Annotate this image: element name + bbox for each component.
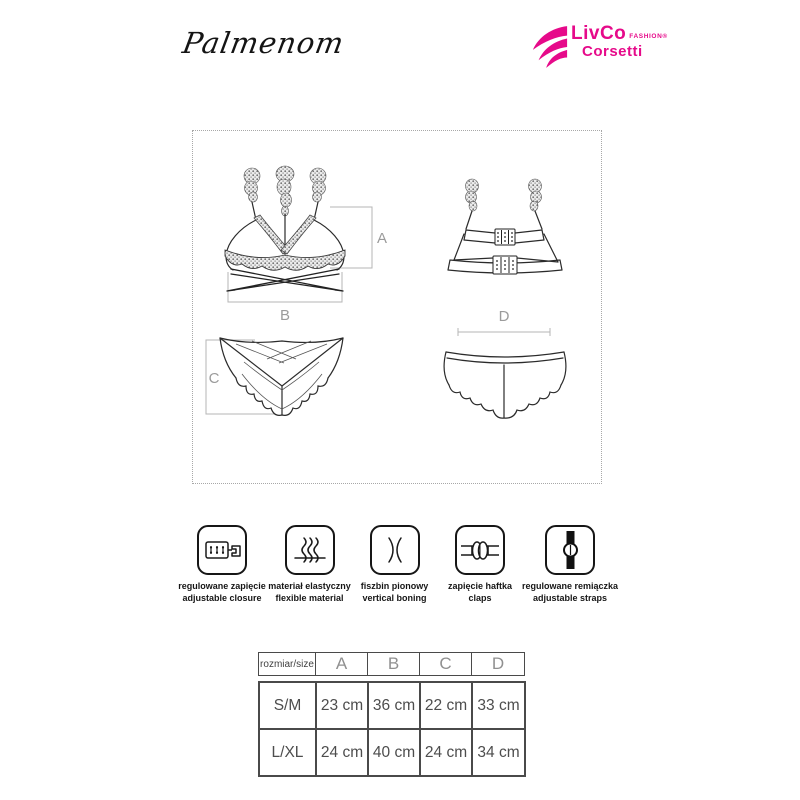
measure-label-c: C — [208, 370, 220, 387]
measure-label-b: B — [279, 307, 291, 324]
size-cell: L/XL — [259, 729, 316, 776]
value-cell: 36 cm — [368, 682, 420, 729]
lace-strap-tops — [244, 166, 326, 216]
lace-strap-tops-back — [466, 179, 542, 211]
feature-label-en: flexible material — [275, 592, 344, 603]
feature-label-en: vertical boning — [362, 592, 427, 603]
size-table-corner-cell: rozmiar/size — [259, 653, 316, 676]
cross-straps — [227, 269, 343, 291]
size-table-header-row — [259, 653, 525, 676]
hook-closure-bottom — [493, 256, 517, 274]
brand-logo — [531, 24, 668, 70]
feature-label-pl: regulowane remiączka — [521, 581, 619, 591]
measure-label-a: A — [377, 230, 388, 247]
value-cell: 33 cm — [472, 682, 525, 729]
brand-name-corsetti: Corsetti — [582, 43, 643, 60]
col-header-d: D — [472, 653, 525, 676]
col-header-b: B — [368, 653, 420, 676]
measure-bracket-d — [458, 328, 550, 336]
adjustable-straps-icon — [547, 527, 593, 573]
feature-label-en: claps — [468, 592, 492, 603]
size-table-body — [258, 681, 526, 777]
product-title: Palmenom — [180, 26, 348, 60]
size-cell: S/M — [259, 682, 316, 729]
feature-label — [361, 581, 429, 604]
feature-label-pl: zapięcie haftka — [447, 581, 513, 591]
adjustable-closure-tile — [197, 525, 247, 575]
lace-cup-right — [281, 215, 316, 254]
brand-logo-text — [571, 24, 668, 59]
hook-closure-top — [495, 229, 515, 245]
flexible-material-tile — [285, 525, 335, 575]
vertical-boning-icon — [372, 527, 418, 573]
brand-name-livco: LivCo — [571, 23, 627, 44]
feature-label-en: adjustable closure — [182, 592, 262, 603]
value-cell: 23 cm — [316, 682, 368, 729]
value-cell: 40 cm — [368, 729, 420, 776]
value-cell: 34 cm — [472, 729, 525, 776]
feature-label-pl: regulowane zapięcie — [178, 581, 266, 591]
feature-label-pl: materiał elastyczny — [268, 581, 351, 591]
table-row-sm — [259, 682, 525, 729]
value-cell: 24 cm — [420, 729, 472, 776]
bra-back-drawing — [440, 172, 570, 282]
size-table-header — [258, 652, 525, 676]
adjustable-closure-icon — [199, 527, 245, 573]
feature-label — [522, 581, 618, 604]
measure-label-d: D — [498, 308, 510, 325]
col-header-a: A — [316, 653, 368, 676]
briefs-front-drawing — [198, 330, 348, 430]
feature-adjustable-straps — [494, 525, 646, 604]
value-cell: 22 cm — [420, 682, 472, 729]
briefs-front-outline — [220, 338, 343, 415]
briefs-back-drawing — [438, 308, 573, 433]
size-table — [258, 652, 524, 777]
value-cell: 24 cm — [316, 729, 368, 776]
vertical-boning-tile — [370, 525, 420, 575]
col-header-c: C — [420, 653, 472, 676]
bra-front-drawing — [200, 150, 395, 325]
feature-label-en: adjustable straps — [532, 592, 607, 603]
feature-label-pl: fiszbin pionowy — [360, 581, 429, 591]
flexible-material-icon — [287, 527, 333, 573]
brand-name-fashion: FASHION® — [629, 32, 668, 40]
briefs-back-outline — [444, 352, 566, 418]
table-row-lxl — [259, 729, 525, 776]
livco-wing-icon — [531, 24, 569, 70]
adjustable-straps-tile — [545, 525, 595, 575]
